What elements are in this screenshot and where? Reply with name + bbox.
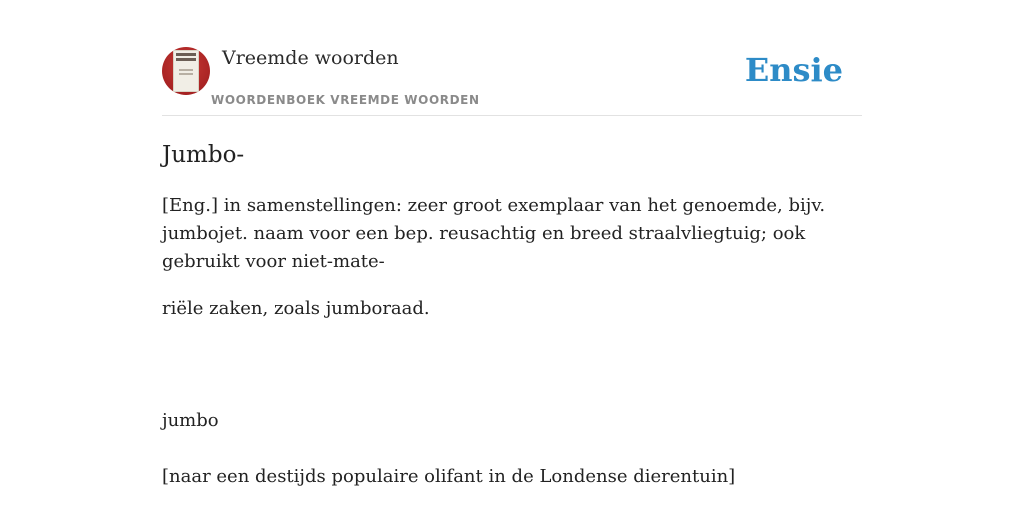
- entry-title: Jumbo-: [162, 142, 245, 168]
- main-container: [162, 0, 862, 487]
- headword-line: jumbo: [162, 410, 219, 431]
- definition-paragraph: riële zaken, zoals jumboraad.: [162, 298, 430, 319]
- dictionary-subtitle: WOORDENBOEK VREEMDE WOORDEN: [211, 93, 480, 107]
- etymology-paragraph: [naar een destijds populaire olifant in de Londense dierentuin]: [162, 466, 736, 487]
- dictionary-title[interactable]: Vreemde woorden: [222, 47, 399, 69]
- ensie-logo[interactable]: Ensie: [744, 51, 843, 89]
- header: [162, 0, 862, 116]
- book-cover-icon: [173, 50, 199, 92]
- dictionary-avatar[interactable]: [162, 47, 210, 95]
- definition-paragraph: [Eng.] in samenstellingen: zeer groot exemplaar van het genoemde, bijv. jumbojet. naam voor een bep. reusachtig en breed straalvliegtuig; ook gebruikt voor niet-mate-: [162, 195, 826, 272]
